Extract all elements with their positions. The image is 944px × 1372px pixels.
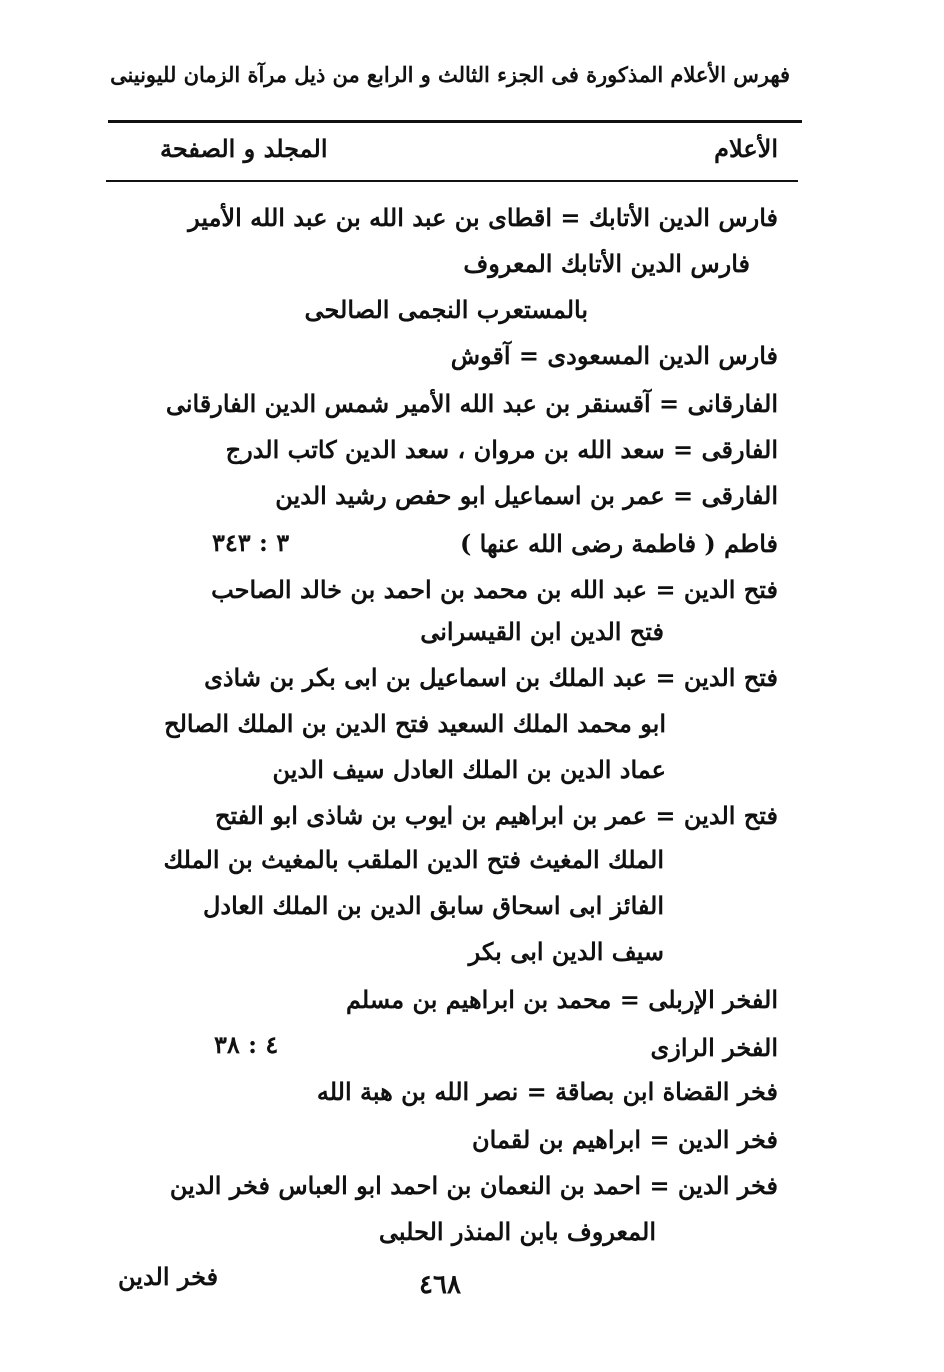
- index-entry: فخر القضاة ابن بصاقة = نصر الله بن هبة الله: [316, 1077, 778, 1106]
- index-entry: فارس الدين الأتابك = اقطاى بن عبد الله بن عبد الله الأمير: [188, 203, 778, 232]
- catchword: فخر الدين: [118, 1262, 219, 1291]
- index-entry: فتح الدين ابن القيسرانى: [420, 617, 664, 646]
- index-entry: الفارقى = عمر بن اسماعيل ابو حفص رشيد الدين: [275, 481, 778, 510]
- index-entry: عماد الدين بن الملك العادل سيف الدين: [272, 755, 666, 784]
- index-entry: سيف الدين ابى بكر: [468, 937, 664, 966]
- index-entry: فخر الدين = احمد بن النعمان بن احمد ابو العباس فخر الدين: [169, 1171, 778, 1200]
- volume-page-ref: ٤ : ٣٨: [214, 1030, 279, 1059]
- header-top-rule: [108, 120, 802, 123]
- index-entry: الفخر الرازى: [650, 1033, 778, 1062]
- index-entry: ابو محمد الملك السعيد فتح الدين بن الملك الصالح: [164, 709, 666, 738]
- index-entry: بالمستعرب النجمى الصالحى: [304, 295, 588, 324]
- index-entry: الفائز ابى اسحاق سابق الدين بن الملك العادل: [202, 891, 664, 920]
- index-entry: فتح الدين = عبد الله بن محمد بن احمد بن خالد الصاحب: [211, 575, 778, 604]
- volume-page-ref: ٣ : ٣٤٣: [212, 528, 290, 557]
- index-entry: فاطم ( فاطمة رضى الله عنها ): [459, 529, 778, 558]
- column-heading-volume-page: المجلد و الصفحة: [160, 134, 328, 163]
- page-header-title: فهرس الأعلام المذكورة فى الجزء الثالث و الرابع من ذيل مرآة الزمان لليونينى: [110, 62, 790, 87]
- index-entry: فخر الدين = ابراهيم بن لقمان: [472, 1125, 778, 1154]
- page-number: ٤٦٨: [419, 1270, 461, 1300]
- index-entry: الفارقى = سعد الله بن مروان ، سعد الدين كاتب الدرج: [225, 435, 778, 464]
- index-entry: فتح الدين = عبد الملك بن اسماعيل بن ابى بكر بن شاذى: [204, 663, 778, 692]
- index-entry: فتح الدين = عمر بن ابراهيم بن ايوب بن شاذى ابو الفتح: [214, 801, 778, 830]
- index-entry: الفخر الإربلى = محمد بن ابراهيم بن مسلم: [345, 985, 778, 1014]
- index-entry: فارس الدين المسعودى = آقوش: [450, 341, 778, 370]
- index-entry: فارس الدين الأتابك المعروف: [463, 249, 750, 278]
- index-entry: الفارقانى = آقسنقر بن عبد الله الأمير شمس الدين الفارقانى: [165, 389, 778, 418]
- index-entry: الملك المغيث فتح الدين الملقب بالمغيث بن الملك: [163, 845, 664, 874]
- index-entry: المعروف بابن المنذر الحلبى: [378, 1217, 656, 1246]
- header-bottom-rule: [106, 180, 798, 182]
- column-heading-names: الأعلام: [714, 134, 778, 163]
